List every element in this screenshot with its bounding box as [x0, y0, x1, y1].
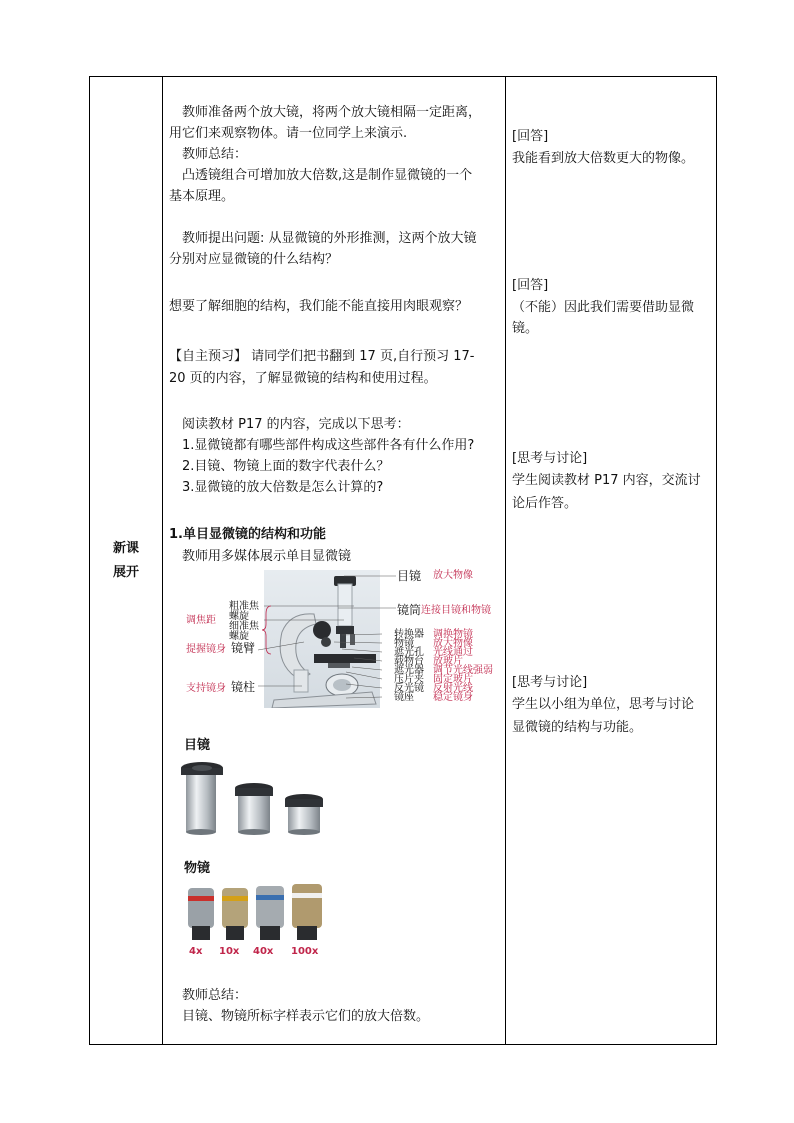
preview-tag: 【自主预习】: [169, 349, 248, 364]
teacher-question2: 想要了解细胞的结构，我们能不能直接用肉眼观察？: [169, 299, 469, 314]
label-arm-function: 提握镜身: [186, 644, 226, 655]
label-focus-function: 调焦距: [186, 615, 216, 626]
label-function: 固定玻片: [433, 674, 473, 685]
read-question-2: 2.目镜、物镜上面的数字代表什么？: [182, 459, 390, 474]
label-function: 稳定镜身: [433, 692, 473, 703]
student-answer4-line1: 学生以小组为单位，思考与讨论: [512, 697, 695, 712]
teacher-question1-line2: 分别对应显微镜的什么结构？: [169, 252, 339, 267]
show-microscope-line: 教师用多媒体展示单目显微镜: [182, 549, 352, 564]
label-coarse-focus-line1: 粗准焦: [229, 601, 259, 612]
read-intro: 阅读教材 P17 的内容，完成以下思考：: [182, 417, 410, 432]
column-divider-2: [505, 77, 506, 1044]
read-question-3: 3.显微镜的放大倍数是怎么计算的?: [182, 480, 384, 495]
label-function: 光线通过: [433, 647, 473, 658]
label-part: 载物台: [394, 656, 424, 667]
teacher-question1-line1: 教师提出问题: 从显微镜的外形推测，这两个放大镜: [182, 231, 477, 246]
label-arm: 镜臂: [231, 641, 256, 655]
label-part: 遮光器: [394, 665, 424, 676]
label-pillar: 镜柱: [231, 680, 256, 694]
objective-magnification-label: 4x: [189, 946, 203, 957]
label-fine-focus-line2: 螺旋: [229, 631, 249, 642]
teacher-summary1-line2: 基本原理。: [169, 189, 235, 204]
section-label: 新课 展开: [112, 540, 139, 580]
column-divider-1: [162, 77, 163, 1044]
objective-magnification-label: 10x: [219, 946, 240, 957]
label-function: 反射光线: [433, 683, 473, 694]
label-function: 放玻片: [433, 656, 463, 667]
section-cell: [90, 77, 162, 1044]
label-part: 物镜: [394, 638, 414, 649]
student-answer2-line1: （不能）因此我们需要借助显微: [512, 300, 695, 315]
label-coarse-focus-line2: 螺旋: [229, 611, 249, 622]
teacher-summary2-line: 目镜、物镜所标字样表示它们的放大倍数。: [182, 1009, 430, 1024]
teacher-summary1-line1: 凸透镜组合可增加放大倍数,这是制作显微镜的一个: [182, 168, 473, 183]
preview-line1: [169, 346, 474, 367]
student-answer4-line2: 显微镜的结构与功能。: [512, 720, 643, 735]
read-question-1: 1.显微镜都有哪些部件构成这些部件各有什么作用?: [182, 438, 475, 453]
teacher-summary1-label: 教师总结：: [182, 147, 248, 162]
eyepieces-image: [180, 760, 330, 835]
heading-monocular-microscope: 1.单目显微镜的结构和功能: [169, 527, 326, 542]
objective-magnification-label: 100x: [291, 946, 319, 957]
objective-magnification-label: 40x: [253, 946, 274, 957]
student-answer3-line1: 学生阅读教材 P17 内容，交流讨: [512, 473, 701, 488]
student-answer3-line2: 论后作答。: [512, 496, 578, 511]
label-function: 放大物像: [433, 638, 473, 649]
student-answer4-tag: [思考与讨论]: [512, 675, 588, 690]
label-function: 调换物镜: [433, 629, 473, 640]
label-tube: 镜筒: [397, 603, 422, 617]
student-answer2-tag: [回答]: [512, 278, 549, 293]
label-eyepiece-function: 放大物像: [433, 570, 473, 581]
eyepiece-label: 目镜: [184, 738, 211, 753]
teacher-p1-line1: 教师准备两个放大镜，将两个放大镜相隔一定距离，: [182, 105, 482, 120]
objective-label: 物镜: [184, 861, 211, 876]
preview-text: 请同学们把书翻到 17 页,自行预习 17-: [247, 349, 475, 364]
student-answer1-tag: [回答]: [512, 129, 549, 144]
label-part: 压片夹: [394, 674, 424, 685]
label-pillar-function: 支持镜身: [186, 683, 226, 694]
label-tube-function: 连接目镜和物镜: [421, 605, 491, 616]
label-eyepiece: 目镜: [397, 569, 422, 583]
label-part: 反光镜: [394, 683, 424, 694]
label-part: 遮光孔: [394, 647, 424, 658]
student-answer3-tag: [思考与讨论]: [512, 451, 588, 466]
label-function: 调节光线强弱: [433, 665, 493, 676]
label-part: 转换器: [394, 629, 424, 640]
student-answer2-line2: 镜。: [512, 321, 539, 336]
teacher-p1-line2: 用它们来观察物体。请一位同学上来演示.: [169, 126, 408, 141]
label-fine-focus-line1: 细准焦: [229, 621, 259, 632]
preview-line2: 20 页的内容，了解显微镜的结构和使用过程。: [169, 371, 437, 386]
label-part: 镜座: [394, 692, 414, 703]
student-answer1-text: 我能看到放大倍数更大的物像。: [512, 151, 695, 166]
teacher-summary2-label: 教师总结：: [182, 988, 248, 1003]
